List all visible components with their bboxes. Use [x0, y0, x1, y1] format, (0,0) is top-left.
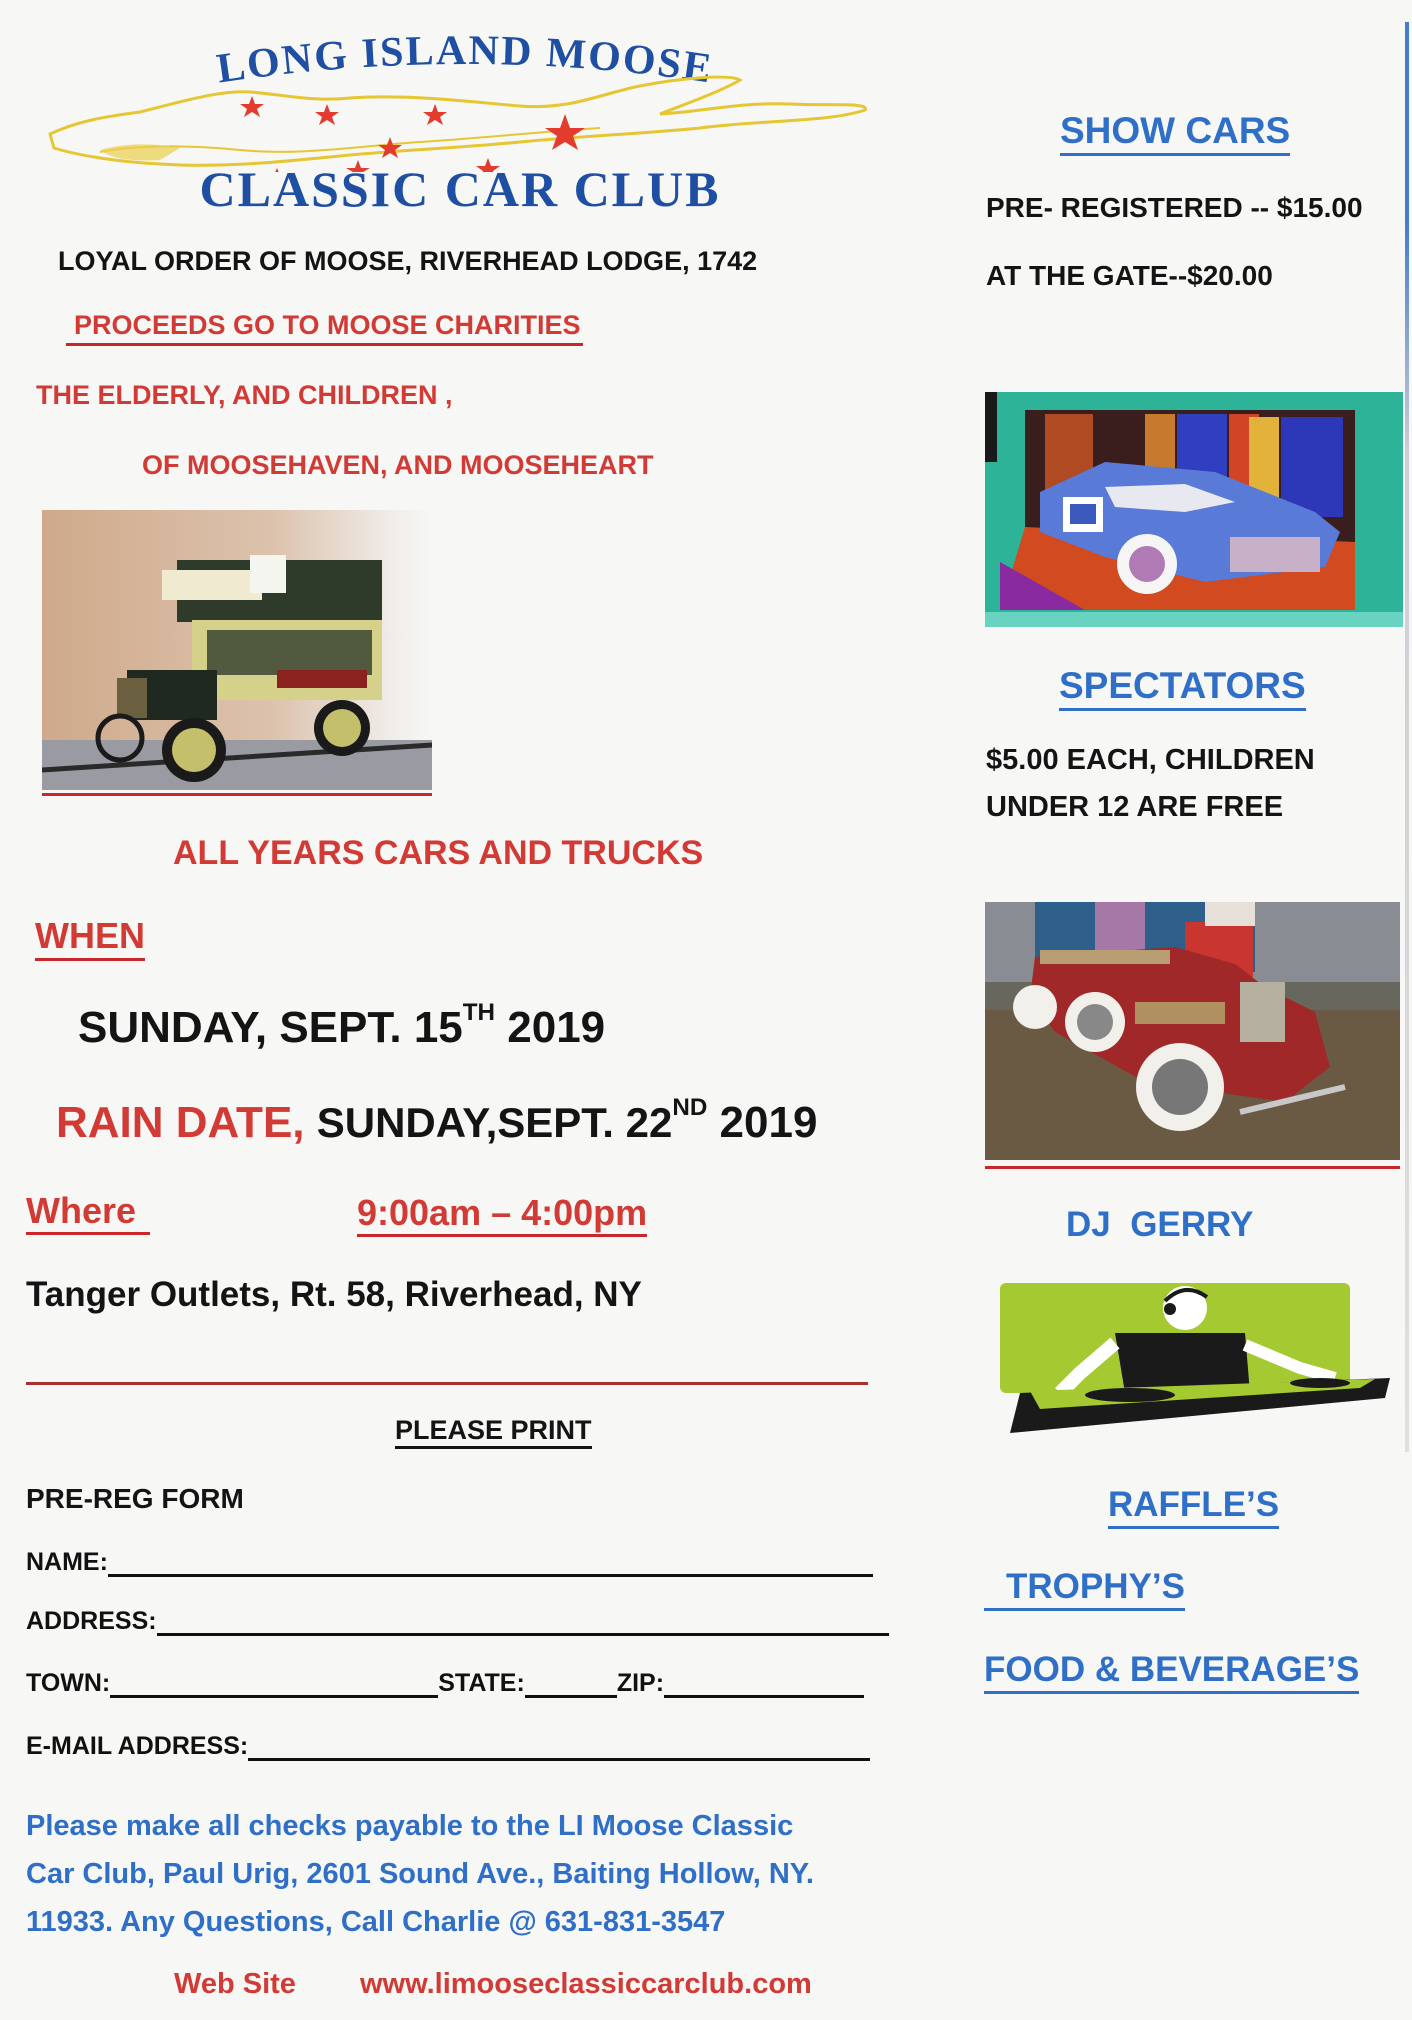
- event-date-year: 2019: [507, 1003, 606, 1052]
- cadillac-show-car-photo: [985, 392, 1403, 627]
- proceeds-heading: PROCEEDS GO TO MOOSE CHARITIES: [66, 310, 583, 346]
- email-label: E-MAIL ADDRESS:: [26, 1732, 249, 1760]
- name-input-line[interactable]: [108, 1551, 873, 1577]
- state-label: STATE:: [438, 1669, 525, 1697]
- payment-line-1: Please make all checks payable to the LI Moose Classic: [26, 1810, 794, 1842]
- long-island-map-icon: [40, 72, 870, 172]
- pre-registered-price: PRE- REGISTERED -- $15.00: [986, 192, 1363, 223]
- website-label: Web Site: [174, 1968, 296, 2000]
- vehicle-tagline: ALL YEARS CARS AND TRUCKS: [173, 834, 704, 872]
- town-state-zip-row: [26, 1669, 864, 1698]
- gate-price: AT THE GATE--$20.00: [986, 260, 1273, 291]
- address-input-line[interactable]: [157, 1610, 889, 1636]
- address-field-row: [26, 1607, 889, 1636]
- event-hours: 9:00am – 4:00pm: [357, 1192, 647, 1237]
- dj-illustration: [1000, 1283, 1393, 1438]
- form-title: PRE-REG FORM: [26, 1483, 244, 1514]
- address-label: ADDRESS:: [26, 1607, 157, 1635]
- payment-instructions: [26, 1802, 814, 1946]
- red-classic-car-photo: [985, 902, 1400, 1160]
- page-edge-line: [1405, 22, 1409, 1452]
- event-date: [78, 999, 606, 1053]
- where-label: Where: [26, 1190, 150, 1235]
- event-date-text: SUNDAY, SEPT. 15: [78, 1003, 463, 1052]
- rain-date-text: SUNDAY,SEPT. 22: [316, 1099, 673, 1146]
- email-input-line[interactable]: [248, 1735, 870, 1761]
- raffles-item: RAFFLE’S: [1108, 1485, 1279, 1529]
- email-field-row: [26, 1732, 870, 1761]
- payment-line-3: 11933. Any Questions, Call Charlie @ 631-831-3547: [26, 1906, 726, 1938]
- payment-line-2: Car Club, Paul Urig, 2601 Sound Ave., Baiting Hollow, NY.: [26, 1858, 814, 1890]
- event-location: Tanger Outlets, Rt. 58, Riverhead, NY: [26, 1275, 642, 1314]
- show-cars-heading: SHOW CARS: [1060, 110, 1290, 156]
- town-input-line[interactable]: [110, 1672, 438, 1698]
- zip-label: ZIP:: [616, 1669, 665, 1697]
- svg-text:LONG ISLAND MOOSE: LONG ISLAND MOOSE: [213, 30, 717, 93]
- please-print-heading: PLEASE PRINT: [395, 1415, 592, 1449]
- lodge-name: LOYAL ORDER OF MOOSE, RIVERHEAD LODGE, 1742: [58, 246, 758, 276]
- bus-photo-divider: [42, 793, 432, 796]
- vintage-bus-photo: [42, 510, 432, 790]
- children-free-note: UNDER 12 ARE FREE: [986, 791, 1284, 823]
- website-link[interactable]: www.limooseclassiccarclub.com: [360, 1968, 812, 2000]
- when-label: WHEN: [35, 915, 145, 961]
- zip-input-line[interactable]: [664, 1672, 864, 1698]
- event-date-suffix: TH: [462, 999, 496, 1027]
- car-photo-divider: [985, 1166, 1400, 1169]
- logo-subtitle: CLASSIC CAR CLUB: [199, 161, 721, 217]
- rain-date-label: RAIN DATE,: [56, 1098, 305, 1147]
- spectators-heading: SPECTATORS: [1059, 665, 1306, 711]
- name-label: NAME:: [26, 1548, 108, 1576]
- food-beverage-item: FOOD & BEVERAGE’S: [984, 1650, 1359, 1694]
- spectator-price: $5.00 EACH, CHILDREN: [986, 744, 1315, 776]
- trophies-item: TROPHY’S: [984, 1567, 1185, 1611]
- beneficiaries-line-1: THE ELDERLY, AND CHILDREN ,: [36, 380, 453, 410]
- beneficiaries-line-2: OF MOOSEHAVEN, AND MOOSEHEART: [142, 450, 654, 480]
- rain-date-suffix: ND: [672, 1094, 708, 1122]
- section-divider: [26, 1382, 868, 1385]
- state-input-line[interactable]: [525, 1672, 617, 1698]
- name-field-row: [26, 1548, 873, 1577]
- rain-date: [56, 1094, 818, 1148]
- town-label: TOWN:: [26, 1669, 111, 1697]
- dj-heading: DJ GERRY: [1066, 1205, 1254, 1244]
- rain-date-year: 2019: [719, 1098, 818, 1147]
